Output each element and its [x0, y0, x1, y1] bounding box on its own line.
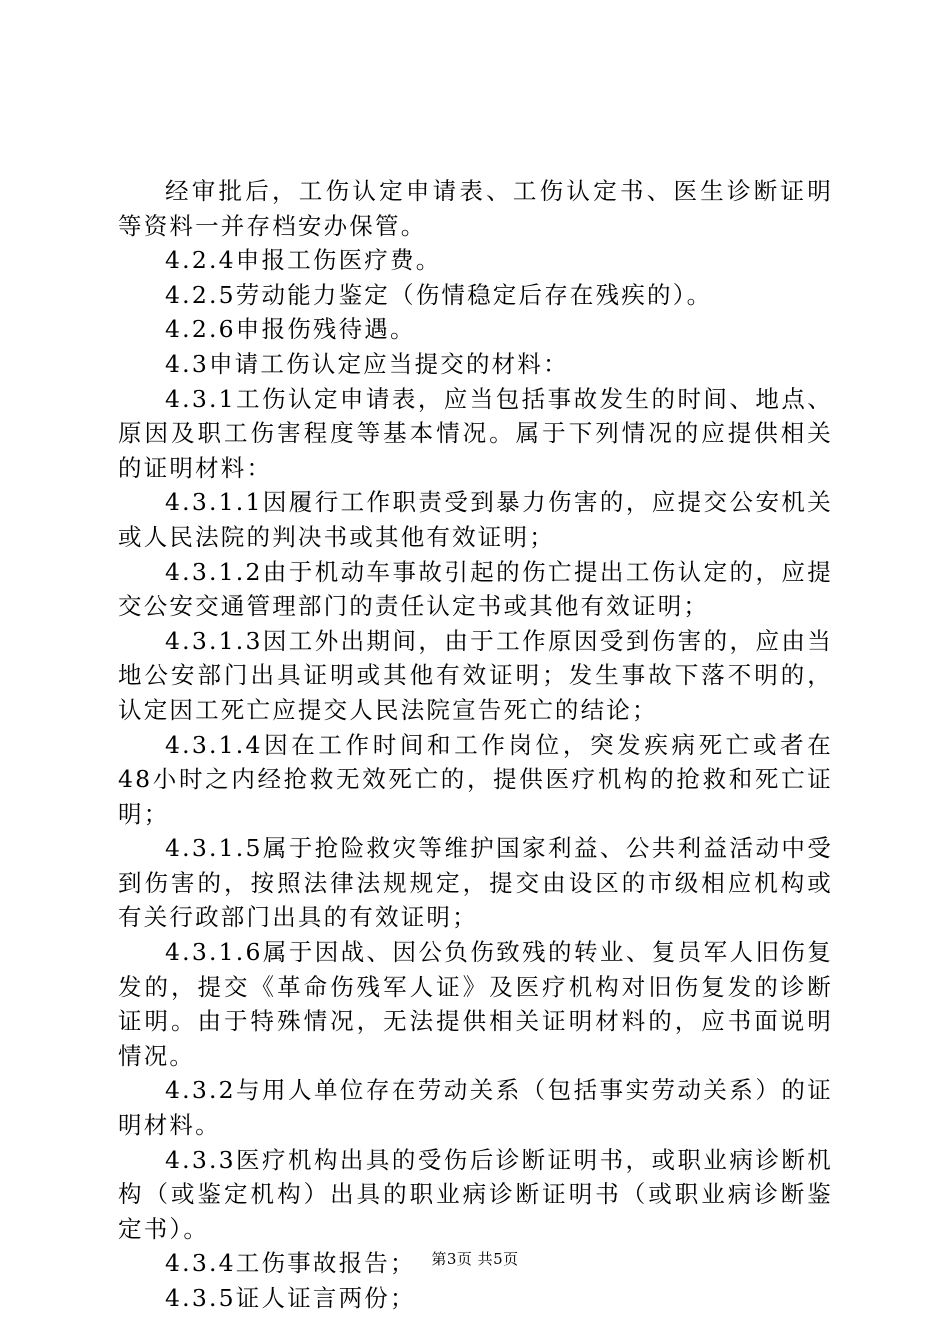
- paragraph: 4.3.1.6属于因战、因公负伤致残的转业、复员军人旧伤复发的，提交《革命伤残军人证》及医疗机构对旧伤复发的诊断证明。由于特殊情况，无法提供相关证明材料的，应书面说明情况。: [118, 938, 833, 1070]
- page-number-footer: 第3页 共5页: [431, 1250, 519, 1268]
- paragraph: 4.3.1.1因履行工作职责受到暴力伤害的，应提交公安机关或人民法院的判决书或其他有效证明；: [118, 488, 833, 551]
- paragraph: 4.3.1.3因工外出期间，由于工作原因受到伤害的，应由当地公安部门出具证明或其他有效证明；发生事故下落不明的，认定因工死亡应提交人民法院宣告死亡的结论；: [118, 626, 833, 724]
- paragraph: 4.2.6申报伤残待遇。: [165, 315, 416, 344]
- paragraph: 4.2.4申报工伤医疗费。: [165, 246, 442, 275]
- paragraph: 4.3.2与用人单位存在劳动关系（包括事实劳动关系）的证明材料。: [118, 1076, 833, 1140]
- paragraph: 4.3.1.5属于抢险救灾等维护国家利益、公共利益活动中受到伤害的，按照法律法规规定，提交由设区的市级相应机构或有关行政部门出具的有效证明；: [118, 834, 833, 932]
- paragraph: 4.3.3医疗机构出具的受伤后诊断证明书，或职业病诊断机构（或鉴定机构）出具的职业病诊断证明书（或职业病诊断鉴定书）。: [118, 1145, 833, 1243]
- paragraph: 4.3.4工伤事故报告；: [165, 1249, 416, 1278]
- document-body: [118, 174, 833, 1316]
- paragraph: 经审批后，工伤认定申请表、工伤认定书、医生诊断证明等资料一并存档安办保管。: [118, 177, 833, 240]
- paragraph: 4.2.5劳动能力鉴定（伤情稳定后存在残疾的）。: [165, 280, 713, 309]
- paragraph: 4.3.5证人证言两份；: [165, 1284, 416, 1312]
- paragraph: 4.3申请工伤认定应当提交的材料：: [165, 349, 569, 378]
- paragraph: 4.3.1.4因在工作时间和工作岗位，突发疾病死亡或者在48小时之内经抢救无效死亡的，提供医疗机构的抢救和死亡证明；: [118, 730, 833, 828]
- paragraph: 4.3.1工伤认定申请表，应当包括事故发生的时间、地点、原因及职工伤害程度等基本情况。属于下列情况的应提供相关的证明材料：: [118, 384, 833, 482]
- paragraph: 4.3.1.2由于机动车事故引起的伤亡提出工伤认定的，应提交公安交通管理部门的责任认定书或其他有效证明；: [118, 557, 833, 621]
